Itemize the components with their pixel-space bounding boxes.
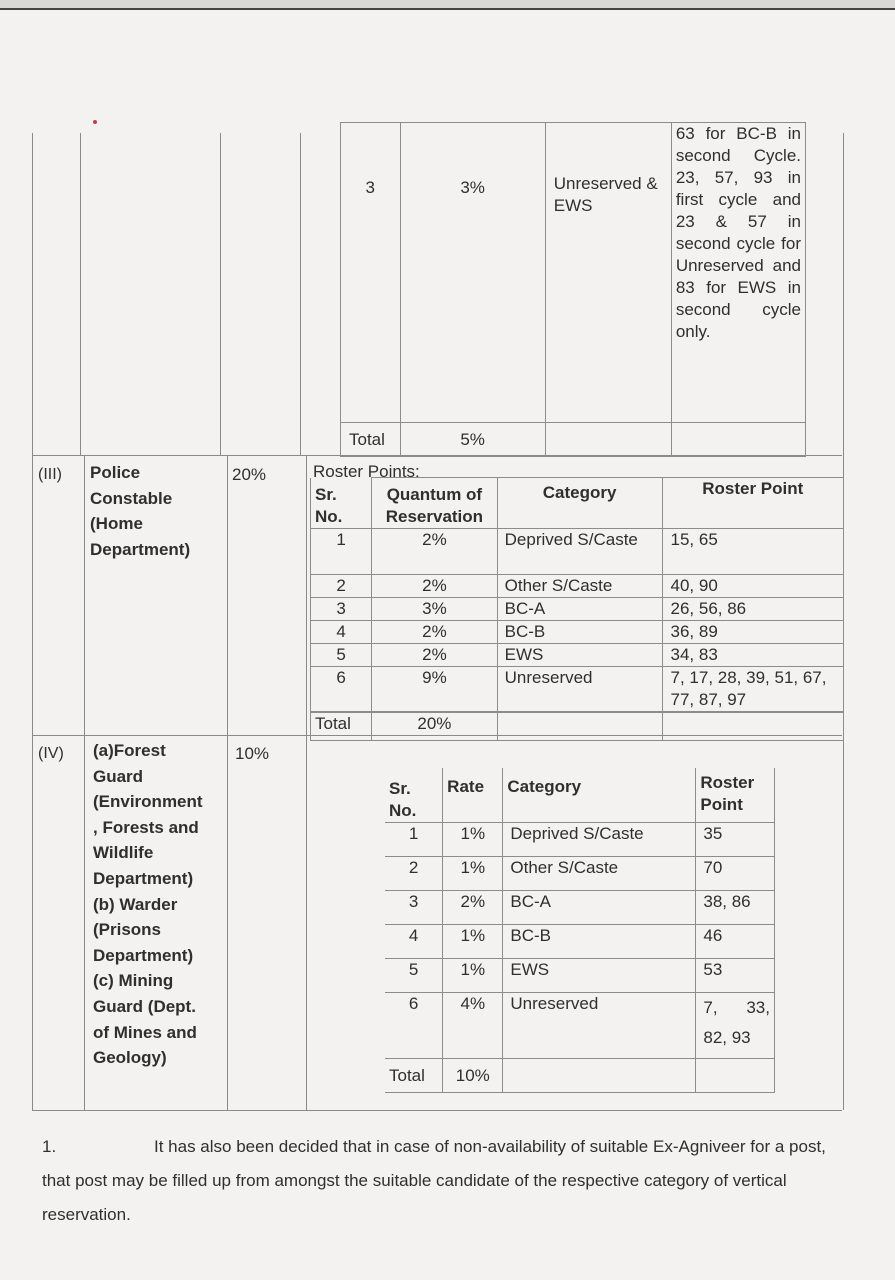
- total-value: 10%: [443, 1059, 503, 1093]
- table-cell: 35: [696, 823, 775, 857]
- table-cell: 4: [311, 621, 372, 644]
- table-cell: BC-B: [497, 621, 662, 644]
- table-cell: 3: [341, 123, 401, 423]
- table-cell: 53: [696, 959, 775, 993]
- header-rate: Rate: [443, 768, 503, 823]
- table-cell: 46: [696, 925, 775, 959]
- post-line: Police: [90, 463, 141, 482]
- table-cell: [497, 712, 662, 740]
- table-cell: 38, 86: [696, 891, 775, 925]
- table-cell: 5: [311, 644, 372, 667]
- header-category: Category: [497, 478, 662, 529]
- table-cell: Deprived S/Caste: [503, 823, 696, 857]
- post-line: Department): [90, 539, 191, 559]
- col-divider-1: [80, 133, 81, 455]
- post-line: , Forests and: [93, 817, 199, 837]
- post-line: (Home: [90, 514, 143, 533]
- table-cell: 4%: [443, 993, 503, 1059]
- row-number: (IV): [38, 745, 64, 762]
- table-cell: 15, 65: [662, 529, 843, 575]
- table-cell: [671, 423, 805, 457]
- total-label: Total: [341, 423, 401, 457]
- table-cell: [662, 712, 843, 740]
- table-cell: Other S/Caste: [503, 857, 696, 891]
- table-cell: 7, 33, 82, 93: [696, 993, 775, 1059]
- table-cell: 1%: [443, 925, 503, 959]
- table-cell: BC-B: [503, 925, 696, 959]
- table-cell: Unreserved: [497, 667, 662, 713]
- post-line: Constable: [90, 488, 173, 508]
- roster-points-label: Roster Points:: [313, 462, 420, 481]
- col-divider-3: [300, 133, 301, 455]
- post-name: [93, 738, 221, 1071]
- col-divider-2b: [227, 455, 228, 1110]
- row-divider-bottom: [32, 1110, 842, 1111]
- roster-table-iii: [310, 477, 844, 741]
- post-line: (a)Forest: [93, 741, 166, 760]
- table-cell: 36, 89: [662, 621, 843, 644]
- post-line: (Prisons: [93, 920, 162, 940]
- row-number: (III): [38, 466, 62, 483]
- table-cell: Unreserved: [503, 993, 696, 1059]
- paragraph-number: 1.: [42, 1137, 57, 1156]
- paragraph-text: It has also been decided that in case of non-availability of suitable Ex-Agniveer for a post, that post may be filled up from amongst the suitable candidate of the respective category of vertical reservation.: [42, 1137, 826, 1224]
- reservation-percent: 20%: [232, 465, 267, 484]
- post-name: [90, 460, 218, 562]
- table-cell: 63 for BC-B in second Cycle. 23, 57, 93 in first cycle and 23 & 57 in second cycle for Unreserved and 83 for EWS in second cycle only.: [671, 123, 805, 423]
- post-line: Department): [93, 868, 194, 888]
- table-cell: 3: [311, 598, 372, 621]
- table-cell: 1: [311, 529, 372, 575]
- continued-sub-table: [340, 122, 806, 457]
- total-label: Total: [385, 1059, 443, 1093]
- table-cell: BC-A: [497, 598, 662, 621]
- table-cell: 1%: [443, 857, 503, 891]
- total-value: 20%: [372, 712, 497, 740]
- table-cell: 26, 56, 86: [662, 598, 843, 621]
- table-cell: 2%: [372, 575, 497, 598]
- table-cell: 2%: [372, 621, 497, 644]
- table-cell: Deprived S/Caste: [497, 529, 662, 575]
- table-cell: 2%: [443, 891, 503, 925]
- table-cell: Other S/Caste: [497, 575, 662, 598]
- ink-mark: [93, 120, 97, 124]
- post-line: Wildlife: [93, 843, 154, 863]
- post-line: (c) Mining: [93, 971, 174, 991]
- table-cell: 9%: [372, 667, 497, 713]
- reservation-percent: 10%: [235, 744, 270, 763]
- table-cell: 34, 83: [662, 644, 843, 667]
- post-line: Geology): [93, 1048, 167, 1068]
- table-cell: 40, 90: [662, 575, 843, 598]
- header-roster: Roster Point: [696, 768, 775, 823]
- table-cell: 2: [311, 575, 372, 598]
- total-value: 5%: [400, 423, 545, 457]
- roster-table-iv: [385, 768, 775, 1093]
- table-cell: EWS: [497, 644, 662, 667]
- post-line: (b) Warder: [93, 894, 178, 914]
- decision-paragraph: [42, 1130, 842, 1232]
- header-quantum: Quantum of Reservation: [372, 478, 497, 529]
- table-cell: Unreserved & EWS: [545, 123, 671, 423]
- table-cell: BC-A: [503, 891, 696, 925]
- table-cell: 3: [385, 891, 443, 925]
- table-cell: 4: [385, 925, 443, 959]
- table-cell: 1%: [443, 959, 503, 993]
- col-divider-1b: [84, 455, 85, 1110]
- table-cell: 2%: [372, 644, 497, 667]
- post-line: Guard: [93, 766, 144, 786]
- header-sr: Sr. No.: [311, 478, 372, 529]
- header-sr: Sr. No.: [385, 768, 443, 823]
- table-cell: 1: [385, 823, 443, 857]
- table-cell: 6: [311, 667, 372, 713]
- post-line: (Environment: [93, 792, 203, 812]
- table-cell: [503, 1059, 696, 1093]
- table-cell: [696, 1059, 775, 1093]
- page-top-edge: [0, 0, 895, 10]
- post-line: Department): [93, 945, 194, 965]
- post-line: of Mines and: [93, 1022, 197, 1042]
- col-divider-3b: [306, 455, 307, 1110]
- col-divider-2: [220, 133, 221, 455]
- table-cell: 5: [385, 959, 443, 993]
- table-cell: 2: [385, 857, 443, 891]
- table-cell: 1%: [443, 823, 503, 857]
- post-line: Guard (Dept.: [93, 996, 196, 1016]
- table-cell: 6: [385, 993, 443, 1059]
- table-cell: EWS: [503, 959, 696, 993]
- total-label: Total: [311, 712, 372, 740]
- header-roster: Roster Point: [662, 478, 843, 529]
- table-cell: 7, 17, 28, 39, 51, 67, 77, 87, 97: [662, 667, 843, 713]
- table-cell: 70: [696, 857, 775, 891]
- header-category: Category: [503, 768, 696, 823]
- table-cell: 3%: [372, 598, 497, 621]
- table-cell: [545, 423, 671, 457]
- table-cell: 2%: [372, 529, 497, 575]
- table-cell: 3%: [400, 123, 545, 423]
